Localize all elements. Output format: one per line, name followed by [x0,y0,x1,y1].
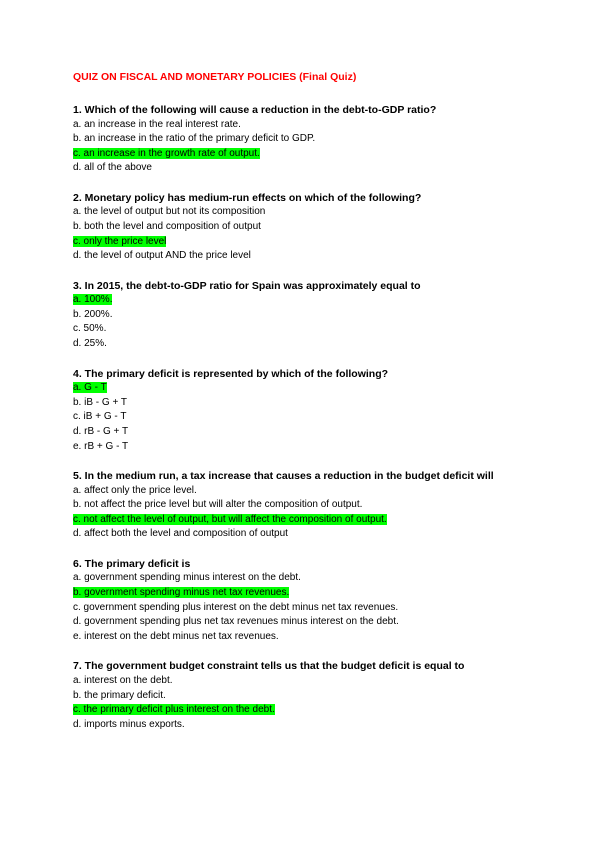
option-label: a. G - T [73,382,107,394]
answer-option [73,308,573,323]
option-label: a. interest on the debt. [73,674,173,686]
answer-option [73,220,573,235]
answer-option [73,205,573,220]
answer-option-correct [73,703,573,718]
answer-option [73,249,573,264]
answer-option [73,527,573,542]
option-label: c. 50%. [73,323,107,335]
answer-option [73,396,573,411]
option-label: d. the level of output AND the price level [73,250,251,262]
option-label: a. affect only the price level. [73,484,197,496]
answer-option [73,118,573,133]
answer-option-correct [73,147,573,162]
question-4 [73,367,573,454]
question-text: 1. Which of the following will cause a reduction in the debt-to-GDP ratio? [73,104,437,116]
option-label: b. not affect the price level but will alter the composition of output. [73,499,363,511]
quiz-title: QUIZ ON FISCAL AND MONETARY POLICIES (Final Quiz) [73,71,357,83]
answer-option [73,674,573,689]
option-label: b. 200%. [73,308,113,320]
option-label: b. an increase in the ratio of the primary deficit to GDP. [73,133,316,145]
option-label: c. the primary deficit plus interest on the debt. [73,704,275,716]
answer-option [73,718,573,733]
option-label: c. government spending plus interest on the debt minus net tax revenues. [73,601,399,613]
option-label: c. iB + G - T [73,411,127,423]
answer-option [73,337,573,352]
answer-option-correct [73,235,573,250]
answer-option-correct [73,293,573,308]
question-text: 7. The government budget constraint tells us that the budget deficit is equal to [73,660,465,673]
option-label: d. rB - G + T [73,425,129,437]
option-label: a. 100%. [73,294,113,306]
option-label: b. both the level and composition of output [73,220,261,232]
question-7 [73,659,573,732]
answer-option [73,484,573,499]
option-label: c. an increase in the growth rate of output. [73,147,260,159]
question-text: 6. The primary deficit is [73,557,191,570]
option-label: b. the primary deficit. [73,689,166,701]
answer-option-correct [73,381,573,396]
answer-option [73,689,573,704]
question-list [73,103,573,732]
question-1 [73,103,573,176]
answer-option [73,601,573,616]
answer-option [73,161,573,176]
option-label: c. not affect the level of output, but will affect the composition of output. [73,513,387,525]
answer-option-correct [73,586,573,601]
question-6 [73,557,573,644]
option-label: d. all of the above [73,162,152,174]
question-3 [73,279,573,352]
option-label: d. 25%. [73,338,107,350]
answer-option [73,630,573,645]
answer-option [73,498,573,513]
question-text: 4. The primary deficit is represented by which of the following? [73,367,389,380]
answer-option [73,440,573,455]
option-label: a. an increase in the real interest rate. [73,118,241,130]
answer-option-correct [73,513,573,528]
answer-option [73,410,573,425]
option-label: d. government spending plus net tax revenues minus interest on the debt. [73,616,399,628]
question-text: 3. In 2015, the debt-to-GDP ratio for Spain was approximately equal to [73,279,421,292]
answer-option [73,132,573,147]
option-label: a. the level of output but not its composition [73,206,266,218]
option-label: a. government spending minus interest on the debt. [73,572,301,584]
option-label: b. government spending minus net tax revenues. [73,587,290,599]
answer-option [73,322,573,337]
question-text: 5. In the medium run, a tax increase that causes a reduction in the budget deficit will [73,470,494,483]
answer-option [73,571,573,586]
question-5 [73,469,573,542]
question-2 [73,191,573,264]
option-label: d. imports minus exports. [73,718,185,730]
answer-option [73,615,573,630]
option-label: d. affect both the level and composition of output [73,528,288,540]
answer-option [73,425,573,440]
option-label: c. only the price level [73,235,167,247]
quiz-document [73,70,573,747]
option-label: e. interest on the debt minus net tax revenues. [73,630,279,642]
option-label: e. rB + G - T [73,440,129,452]
option-label: b. iB - G + T [73,396,127,408]
question-text: 2. Monetary policy has medium-run effects on which of the following? [73,191,422,204]
